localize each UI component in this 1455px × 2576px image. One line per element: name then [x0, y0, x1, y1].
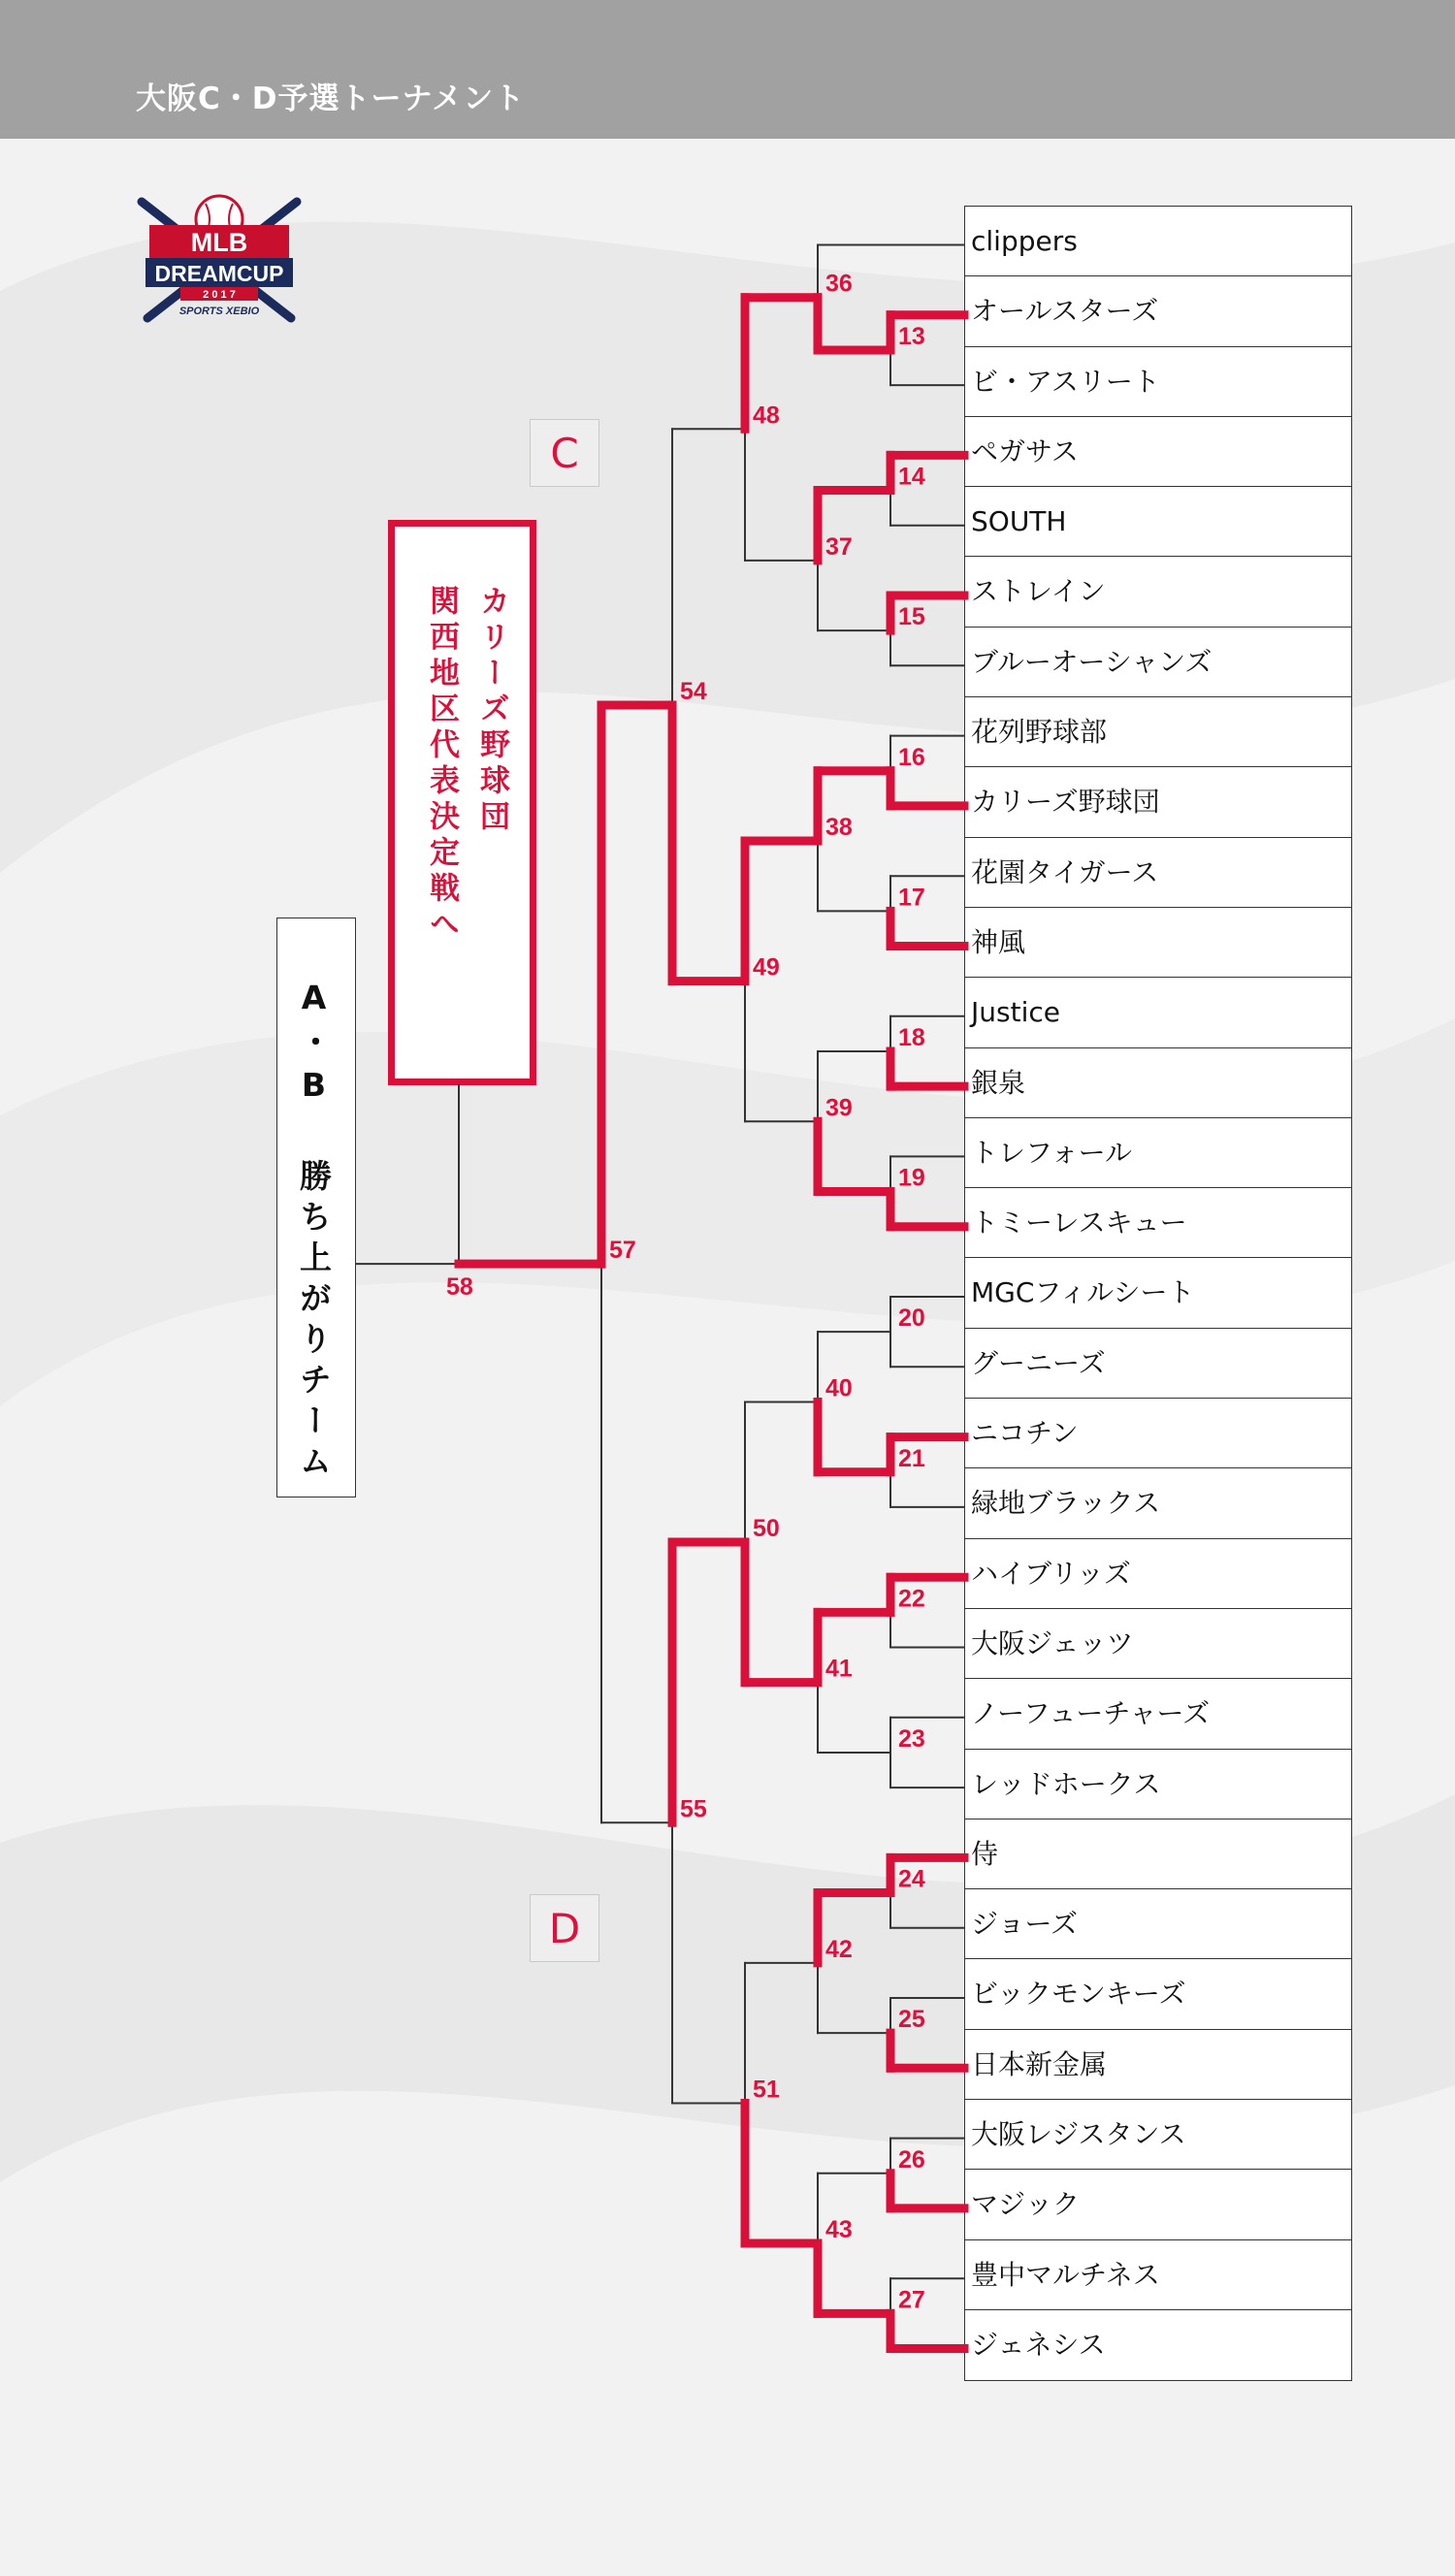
logo-line1: MLB: [190, 228, 248, 257]
match-number-label: 57: [609, 1237, 636, 1265]
team-row: グーニーズ: [965, 1329, 1351, 1399]
match-number-label: 39: [825, 1094, 853, 1122]
team-row: ハイブリッズ: [965, 1539, 1351, 1609]
logo-sponsor: SPORTS XEBIO: [178, 306, 260, 317]
team-row: 日本新金属: [965, 2030, 1351, 2100]
team-row: ニコチン: [965, 1399, 1351, 1468]
block-c-label: C: [530, 419, 599, 487]
match-number-label: 50: [753, 1515, 780, 1543]
block-d-label: D: [530, 1894, 599, 1962]
match-number-label: 36: [825, 270, 853, 298]
team-row: ビ・アスリート: [965, 347, 1351, 417]
team-row: ペガサス: [965, 417, 1351, 487]
match-number-label: 48: [753, 402, 780, 430]
match-number-label: 37: [825, 532, 853, 561]
kansai-destination-text: 関西地区代表決定戦へ: [424, 585, 459, 944]
match-number-label: 23: [898, 1724, 925, 1753]
match-number-label: 16: [898, 743, 925, 771]
match-number-label: 43: [825, 2216, 853, 2244]
match-number-label: 55: [680, 1795, 707, 1823]
team-row: Justice: [965, 978, 1351, 1047]
team-row: カリーズ野球団: [965, 767, 1351, 837]
team-row: レッドホークス: [965, 1750, 1351, 1819]
team-row: ビックモンキーズ: [965, 1959, 1351, 2029]
team-row: 銀泉: [965, 1048, 1351, 1118]
match-number-label: 19: [898, 1164, 925, 1192]
match-number-label: 26: [898, 2145, 925, 2174]
team-row: 大阪ジェッツ: [965, 1609, 1351, 1679]
match-number-label: 17: [898, 884, 925, 912]
team-row: ストレイン: [965, 557, 1351, 627]
team-row: 花列野球部: [965, 697, 1351, 767]
match-number-label: 58: [446, 1273, 473, 1302]
team-row: 大阪レジスタンス: [965, 2100, 1351, 2170]
team-row: ジェネシス: [971, 2328, 1106, 2361]
match-number-label: 40: [825, 1374, 853, 1402]
match-number-label: 21: [898, 1444, 925, 1472]
team-row: ジョーズ: [965, 1889, 1351, 1959]
match-number-label: 22: [898, 1585, 925, 1613]
kansai-winner-text: カリーズ野球団: [474, 585, 509, 836]
match-number-label: 13: [898, 322, 925, 350]
match-number-label: 18: [898, 1023, 925, 1051]
match-number-label: 20: [898, 1304, 925, 1333]
team-row: オールスターズ: [965, 276, 1351, 346]
ab-winners-text: A・B 勝ち上がりチーム: [295, 979, 333, 1485]
match-number-label: 27: [898, 2286, 925, 2314]
match-number-label: 25: [898, 2006, 925, 2034]
team-row: マジック: [965, 2170, 1351, 2239]
team-row: ノーフューチャーズ: [965, 1679, 1351, 1749]
match-number-label: 49: [753, 953, 780, 982]
team-row: 花園タイガース: [965, 838, 1351, 908]
match-number-label: 54: [680, 677, 707, 705]
team-row: ブルーオーシャンズ: [965, 628, 1351, 697]
team-row: SOUTH: [965, 487, 1351, 557]
match-number-label: 14: [898, 463, 925, 491]
match-number-label: 51: [753, 2076, 780, 2104]
match-number-label: 24: [898, 1865, 925, 1893]
team-row: clippers: [965, 207, 1351, 276]
team-row: MGCフィルシート: [965, 1258, 1351, 1328]
team-row: 緑地ブラックス: [965, 1468, 1351, 1538]
logo-line2: DREAMCUP: [154, 261, 284, 286]
match-number-label: 38: [825, 814, 853, 842]
logo-year: 2 0 1 7: [203, 289, 236, 301]
match-number-label: 15: [898, 603, 925, 631]
match-number-label: 42: [825, 1935, 853, 1963]
match-number-label: 41: [825, 1655, 853, 1683]
team-row: 神風: [965, 908, 1351, 978]
team-row: トレフォール: [965, 1118, 1351, 1188]
page-title: 大阪C・D予選トーナメント: [136, 81, 526, 116]
team-row: トミーレスキュー: [965, 1188, 1351, 1258]
team-row: 侍: [965, 1819, 1351, 1889]
team-row: 豊中マルチネス: [965, 2240, 1351, 2310]
